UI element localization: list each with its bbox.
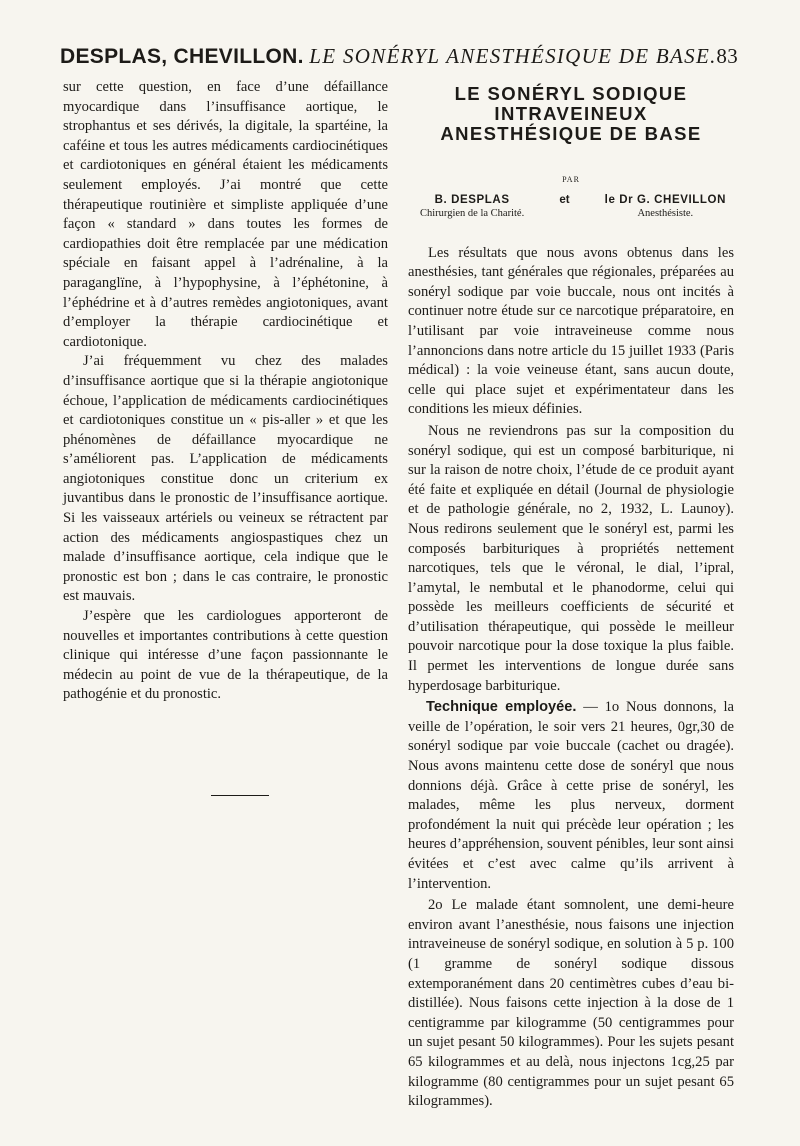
article-title-line-2: INTRAVEINEUX: [494, 103, 648, 124]
left-paragraph-1: sur cette question, en face d’une défaillance myocardique dans l’insuffisance aortique, le strophantus et ses dérivés, la digitale, la spartéine, la caféine et tous les autres médicaments cardiocinétiques et cardiotoniques en général étaient les médicaments seulement employés. J’ai montré que cette thérapeutique routinière et simpliste appliquée d’une façon « standard » dans toutes les formes de cardiopathies doit être remplacée par une médication spéciale en faisant appel à l’adrénaline, à la paraganglïne, à l’hypophysine, à l’éphétonine, à l’éphédrine et à d’autres remèdes angiotoniques, avant d’employer la thérapie cardiocinétique et cardiotonique.: [63, 79, 388, 350]
author-1: [420, 194, 524, 220]
article-paragraph-1: Les résultats que nous avons obtenus dans les anesthésies, tant générales que régionales, préparées au sonéryl sodique par voie buccale, nous ont incités à continuer notre étude sur ce narcotique préparatoire, en l’utilisant par voie intraveineuse comme nous l’annoncions dans notre article du 15 juillet 1933 (Paris médical) : la voie veineuse étant, sans aucun doute, celle qui place sujet et expérimentateur dans les conditions les mieux définies.: [408, 244, 734, 418]
technique-paragraph-1: [408, 698, 734, 894]
article-title: [408, 84, 734, 144]
left-column: [63, 78, 388, 796]
author-2-role: Anesthésiste.: [637, 207, 694, 219]
article-body: [408, 244, 734, 1112]
bylines: [420, 194, 726, 220]
left-paragraph-2: J’ai fréquemment vu chez des malades d’insuffisance aortique que si la thérapie angiotonique échoue, l’application de médicaments cardiocinétiques et cardiotoniques constitue un « pis-aller » et que les phénomènes de défaillance myocardique ne s’améliorent pas. L’application de médicaments angiotoniques constitue donc un criterium ex juvantibus dans le pronostic de l’insuffisance aortique. Si les vaisseaux artériels ou veineux se rétractent par action des médicaments angiospastiques chez un malade d’insuffisance aortique, cela indique que le pronostic est bon ; dans le cas contraire, le pronostic est mauvais.: [63, 353, 388, 605]
author-2: [605, 194, 726, 220]
article-title-line-1: LE SONÉRYL SODIQUE: [454, 83, 688, 104]
end-of-article-rule: [211, 795, 269, 796]
technique-heading: Technique employée.: [426, 699, 577, 716]
article-paragraph-2: Nous ne reviendrons pas sur la composition du sonéryl sodique, qui est un composé barbiturique, ni sur la raison de notre choix, l’étude de ce produit ayant été faite et expliquée en détail (Journal de physiologie et de pathologie générale, no 2, 1932, L. Launoy). Nous redirons seulement que le sonéryl est, parmi les composés barbituriques à propriétés nettement narcotiques, tels que le véronal, le dial, l’ipral, l’amytal, le nembutal et le phanodorme, celui qui possède les meilleurs coefficients de sécurité et d’utilisation thérapeutique, qui possède le meilleur pouvoir narcotique pour la dose toxique la plus faible. Il permet les interventions de longue durée sans hyperdosage barbiturique.: [408, 422, 734, 694]
right-column: [408, 78, 734, 1114]
running-head-authors: DESPLAS, CHEVILLON.: [60, 45, 304, 68]
running-head: [60, 44, 738, 69]
page-number: 83: [716, 44, 738, 68]
left-paragraph-3: J’espère que les cardiologues apporteront de nouvelles et importantes contributions à cette question clinique qui intéresse d’une façon passionnante le médecin au point de vue de la thérapeutique, de la pathogénie et du pronostic.: [63, 608, 388, 703]
author-1-name: B. DESPLAS: [434, 193, 510, 206]
article-title-line-3: ANESTHÉSIQUE DE BASE: [440, 123, 702, 144]
technique-paragraph-2: 2o Le malade étant somnolent, une demi-heure environ avant l’anesthésie, nous faisons une injection intraveineuse de sonéryl sodique, en solution à 5 p. 100 (1 gramme de sonéryl sodique dissous extemporanément dans 20 centimètres cubes d’eau bi-distillée). Nous faisons cette injection à la dose de 1 centigramme par kilogramme (50 centigrammes pour un sujet pesant 50 kilogrammes). Pour les sujets pesant 65 kilogrammes et au delà, nous injectons 1cg,25 par kilogramme (80 centigrammes pour un sujet pesant 65 kilogrammes).: [408, 897, 734, 1110]
byline-et: et: [559, 193, 570, 206]
author-2-name: le Dr G. CHEVILLON: [604, 193, 726, 206]
running-head-title: LE SONÉRYL ANESTHÉSIQUE DE BASE.: [309, 44, 717, 68]
author-1-role: Chirurgien de la Charité.: [420, 207, 525, 219]
technique-text-1: — 1o Nous donnons, la veille de l’opération, le soir vers 21 heures, 0gr,30 de sonéryl sodique par voie buccale (cachet ou dragée). Nous avons maintenu cette dose de sonéryl que nous donnions déjà. Grâce à cette prise de sonéryl, les malades, même les plus nerveux, dorment profondément la nuit qui précède leur opération ; les heures d’appréhension, souvent pénibles, leur sont ainsi évitées et c’est avec calme qu’ils arrivent à l’intervention.: [408, 699, 734, 892]
byline-par: PAR: [562, 175, 580, 184]
